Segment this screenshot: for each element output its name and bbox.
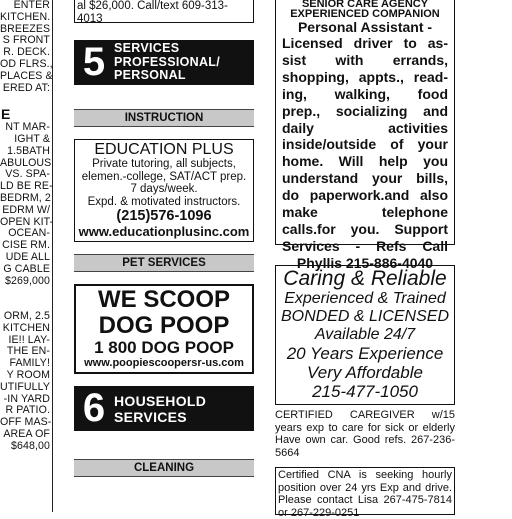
ad-website: www.poopiescoopersr-us.com bbox=[84, 357, 244, 369]
ad-text-line: $648,00 bbox=[11, 439, 50, 452]
ad-headline: DOG POOP bbox=[98, 312, 230, 339]
ad-text-line: calls.for you. Support bbox=[282, 220, 448, 237]
ad-line: Private tutoring, all subjects, bbox=[92, 158, 236, 170]
ad-text-line: KITCHEN bbox=[2, 321, 50, 334]
left-column-real-estate bbox=[0, 0, 53, 512]
ad-text-line: IGHT & bbox=[14, 132, 50, 145]
ad-text-line: Licensed driver to as- bbox=[282, 35, 448, 51]
ad-top-partial: SENIOR CARE AGENCY bbox=[301, 0, 429, 10]
ad-text-line: OCEAN- bbox=[8, 227, 50, 240]
partial-ad-top bbox=[74, 0, 254, 23]
ad-line: Experienced & Trained bbox=[284, 290, 446, 307]
ad-text-line: CISE RM. bbox=[2, 239, 50, 252]
right-column bbox=[275, 0, 455, 519]
section-label-line: SERVICES bbox=[114, 41, 180, 56]
ad-text-line: shopping, appts., read- bbox=[282, 68, 448, 85]
ad-phone: 215-477-1050 bbox=[312, 382, 418, 401]
ad-text-line: inside/outside of your bbox=[282, 136, 448, 153]
left-ad-top bbox=[0, 0, 52, 94]
ad-text-line: prep., socializing and bbox=[282, 102, 448, 119]
ad-text-line: AREA OF bbox=[3, 427, 50, 440]
ad-text-line: daily activities bbox=[282, 119, 448, 136]
ad-text-line: ABULOUS bbox=[0, 156, 52, 169]
ad-text-line: PLACES & bbox=[0, 69, 53, 82]
certified-caregiver-ad: CERTIFIED CAREGIVER w/15 years exp to care for sick or elderly Have own car. Good refs. 267-236-5664 bbox=[275, 409, 455, 459]
ad-text-line: UDE ALL bbox=[5, 250, 50, 263]
partial-ad-line: al $26,000. Call/text 609-313- bbox=[77, 0, 228, 12]
ad-text-line: 1.5BATH bbox=[7, 144, 50, 157]
ad-text-line: understand your bills, bbox=[282, 170, 448, 187]
ad-title: Personal Assistant - bbox=[297, 19, 433, 35]
education-plus-ad bbox=[74, 139, 254, 242]
ad-text-line: THE EN- bbox=[6, 345, 50, 358]
section-label-line: HOUSEHOLD bbox=[114, 392, 207, 409]
ad-line: Available 24/7 bbox=[314, 326, 416, 343]
ad-headline: WE SCOOP bbox=[97, 286, 230, 313]
section-label-line: PROFESSIONAL/ bbox=[114, 54, 220, 69]
ad-text-line: LD BE RE- bbox=[0, 180, 53, 193]
section-label bbox=[114, 42, 220, 83]
partial-ad-line: 4013 bbox=[77, 12, 103, 25]
ad-line: 7 days/week. bbox=[130, 183, 198, 195]
ad-text-line: KITCHEN. bbox=[0, 10, 51, 23]
ad-text-line: OPEN KIT- bbox=[0, 215, 54, 228]
ad-text-line: sist with errands, bbox=[282, 51, 448, 68]
section-label bbox=[114, 393, 206, 425]
ad-text-line: BEDRM, 2 bbox=[0, 191, 51, 204]
ad-text-line: ERED AT: bbox=[2, 81, 50, 94]
ad-text-line: EDRM W/ bbox=[2, 203, 50, 216]
ad-text-line: make telephone bbox=[282, 204, 448, 221]
category-header-pet-services: PET SERVICES bbox=[74, 254, 254, 272]
ad-text-line: FAMILY! bbox=[9, 357, 50, 370]
ad-text-line: IE!! LAY- bbox=[8, 333, 50, 346]
ad-text-line: VS. SPA- bbox=[5, 168, 50, 181]
ad-text-line: ORM, 2.5 bbox=[3, 309, 50, 322]
caring-reliable-ad bbox=[275, 265, 455, 405]
category-header-instruction: INSTRUCTION bbox=[74, 109, 254, 127]
ad-text-line: OD FLRS., bbox=[0, 57, 53, 70]
ad-text-line: R. DECK. bbox=[3, 46, 50, 59]
ad-title: EDUCATION PLUS bbox=[94, 141, 234, 158]
ad-text-line: ing, walking, food bbox=[282, 85, 448, 102]
dog-poop-scooping-ad bbox=[74, 284, 254, 374]
ad-phone: 1 800 DOG POOP bbox=[94, 338, 234, 357]
section-label-line: PERSONAL bbox=[114, 68, 186, 83]
ad-text-line: home. Will help you bbox=[282, 153, 448, 170]
ad-line: 20 Years Experience bbox=[286, 344, 444, 363]
ad-text-line: ENTER bbox=[13, 0, 50, 11]
ad-line: Very Affordable bbox=[307, 363, 423, 382]
ad-text-line: UTIFULLY bbox=[0, 380, 51, 393]
section-label-line: SERVICES bbox=[114, 408, 187, 425]
section-number: 5 bbox=[82, 40, 106, 84]
ad-text-line: -IN YARD bbox=[3, 392, 50, 405]
left-ad-middle bbox=[0, 122, 52, 287]
ad-text-line: S FRONT bbox=[2, 34, 50, 47]
ad-line: Expd. & motivated instructors. bbox=[87, 195, 241, 208]
certified-cna-ad: Certified CNA is seeking hourly position over 24 yrs Exp and drive. Please contact Lisa 267-475-7814 or 267-229-0251 bbox=[275, 467, 455, 515]
section-number: 6 bbox=[82, 386, 106, 430]
ad-text-line: BREEZES bbox=[0, 22, 51, 35]
ad-text-line: Services - Refs Call bbox=[282, 237, 448, 254]
ad-text-line: R PATIO. bbox=[5, 404, 50, 417]
ad-contact: Phyllis 215-886-4040 bbox=[296, 254, 434, 271]
middle-column bbox=[74, 0, 254, 477]
ad-website: www.educationplusinc.com bbox=[78, 224, 250, 239]
section-header-services bbox=[74, 40, 254, 85]
category-header-cleaning: CLEANING bbox=[74, 459, 254, 477]
ad-line: elemen.-college, SAT/ACT prep. bbox=[81, 170, 247, 183]
ad-text-line: NT MAR- bbox=[5, 121, 50, 134]
ad-body bbox=[276, 35, 454, 255]
left-ad-bottom bbox=[0, 311, 52, 453]
ad-line: BONDED & LICENSED bbox=[280, 308, 450, 325]
ad-text-line: $269,000 bbox=[5, 274, 50, 287]
ad-text-line: OFF MAS- bbox=[0, 416, 52, 429]
companion-ad bbox=[275, 0, 455, 271]
ad-text-line: do paperwork.and also bbox=[282, 187, 448, 204]
section-header-household bbox=[74, 386, 254, 431]
ad-headline: Caring & Reliable bbox=[283, 267, 447, 290]
ad-text-line: Y ROOM bbox=[6, 368, 50, 381]
left-heading-fragment: E bbox=[1, 106, 11, 123]
ad-text-line: G CABLE bbox=[3, 262, 50, 275]
ad-subtitle: EXPERIENCED COMPANION bbox=[290, 8, 440, 20]
ad-phone: (215)576-1096 bbox=[116, 208, 212, 224]
